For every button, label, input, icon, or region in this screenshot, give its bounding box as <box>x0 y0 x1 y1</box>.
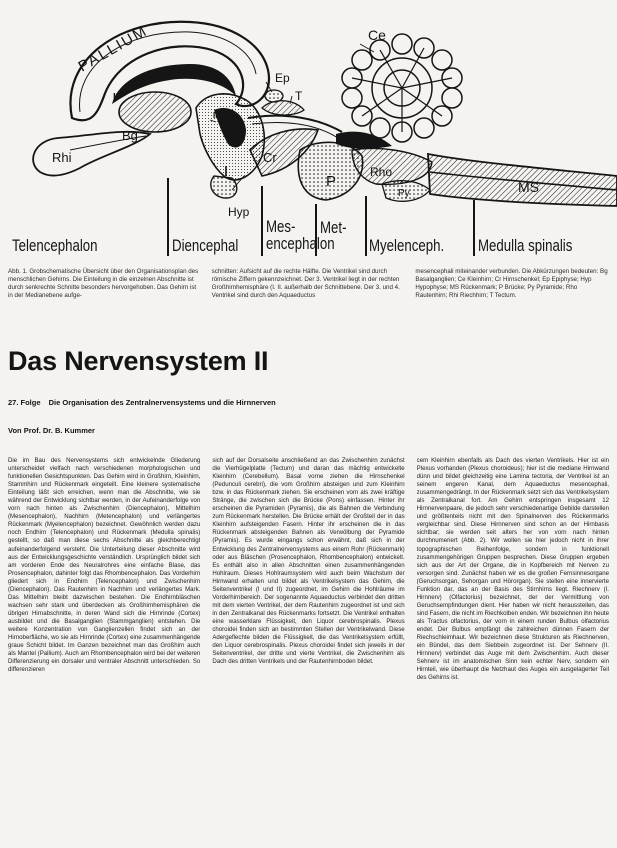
body-column-3 <box>417 457 609 843</box>
article-author: Von Prof. Dr. B. Kummer <box>8 426 95 435</box>
brain-diagram <box>0 0 617 262</box>
label-bg: Bg <box>122 128 138 143</box>
label-rhi: Rhi <box>52 150 72 165</box>
basal-ganglia <box>119 92 191 132</box>
label-rho: Rho <box>370 165 393 179</box>
label-py: Py <box>398 188 410 199</box>
caption-column-2: schnitten: Aufsicht auf die rechte Hälfte. Die Ventrikel sind durch römische Ziffern gekennzeichnet. Der 3. Ventrikel liegt in der rechten Großhirnhemisphäre (I. II. außerhalb der Schnittebene. Der 3. und 4. Ventrikel sind durch den Aquaeductus <box>211 268 400 299</box>
label-roman-two: II <box>113 92 119 103</box>
subtitle-text: Die Organisation des Zentralnervensystems und die Hirnnerven <box>48 398 276 407</box>
region-medulla-spinalis: Medulla spinalis <box>478 236 573 255</box>
label-roman-four: IV <box>362 140 371 150</box>
label-p: P <box>326 173 337 190</box>
label-ep: Ep <box>275 71 290 85</box>
label-ms: MS <box>518 179 539 195</box>
article-subtitle <box>8 398 276 407</box>
body-paragraph: cem Kleinhirn ebenfalls als Dach des vierten Ventrikels. Hier ist ein Plexus vorhanden (Plexus choroideus); hier ist die mediane Hirnwand dünn und bildet gleichzeitig eine Lamina tectoria, der Ventrikel ist an seinem engeren Kanal, dem Aquaeductus mesencephali, zusammengedrängt. In der Rückenmark setzt sich das Ventrikelsystem als Zentralkanal fort. Am Gehirn entspringen insgesamt 12 Hirnnervenpaare, die jedoch sehr verschiedenartige Gebilde darstellen und größtenteils nicht mit den Spinalnerven des Rückenmarks vergleichbar sind. Diese Hirnnerven sind schon an der Hirnbasis sichtbar; sie werden seit alters her von vorn nach hinten durchnumeriert (Abb. 2). Wir wollen sie hier jedoch nicht in ihrer topographischen Reihenfolge, sondern in funktionell zusammengehörigen Gruppen besprechen. Diese Gruppen ergeben sich aus der Art der Organe, die in Kopfbereich mit Nerven zu versorgen sind. Zunächst haben wir es die großen Fernsinnesorgane (Geruchsorgan, Sehorgan und Hörorgan). Sie stellen eine innervierte Funktion dar, das an der Basis des Stirnhirns liegt. Riechnerv (I. Hirnnerv) (Olfactorius) bezeichnet, der der Vermittlung von Geruchsempfindungen dient. Hier haben wir nicht herausstellen, das sind Fasern, die nicht im Riechkolben enden. Wir bezeichnen ihn heute als Tractus olfactorius, der vorn in einem runden Bulbus olfactorius endet. Der Bulbus empfängt die zahlreichen dünnen Fasern der Riechschleimhaut. Wir bezeichnen diese Strukturen als Riechnerven, ein Bündel, das dem Siebbein zugeordnet ist. Der Sehnerv (II. Hirnnerv) verbindet das Auge mit dem Zwischenhirn. Auch dieser Sehnerv ist im anatomischen Sinn kein echter Nerv, sondern ein Hirnteil, wie überhaupt die Netzhaut des Auges ein ausgelagerter Teil des Gehirns ist. <box>416 457 609 682</box>
region-metencephalon: Met- <box>320 218 347 237</box>
figure-caption <box>8 268 609 300</box>
body-column-2 <box>212 457 404 843</box>
region-mes-line1: Mes- <box>266 217 296 236</box>
hypophysis <box>211 176 237 198</box>
label-hyp: Hyp <box>228 205 250 219</box>
region-telencephalon: Telencephalon <box>12 236 98 255</box>
body-column-1 <box>8 457 200 843</box>
region-myelenceph: Myelenceph. <box>369 236 445 255</box>
body-paragraph: Die im Bau des Nervensystems sich entwickelnde Gliederung unterscheidet vielfach nach verschiedenen morphologischen und funktionellen Gesichtspunkten. Das Gehirn wird in Großhirn, Kleinhirn, Stammhirn und Rückenmark eingeteilt. Eine kleinere systematische Einteilung läßt sich erreichen, wenn man die Abschnitte, wie sie während der Entwicklung sichtbar werden, in der Aufeinanderfolge von vorn nach hinten als Zwischenhirn (Diencephalon), Mittelhirn (Mesencephalon), Nachhirn (Metencephalon) und verlängertes Rückenmark (Myelencephalon) bezeichnet. Gewöhnlich werden dazu noch Endhirn (Telencephalon) und Rückenmark (Medulla spinalis) gestellt, so daß man diese sechs Abschnitte als gleichberechtigt aufeinanderfolgend versteht. Die Unterteilung dieser Abschnitte wird aus der Entwicklungsgeschichte verständlich. Ursprünglich bildet sich am vorderen Ende des Neuralrohres eine einfache Blase, das Prosencephalon, dahinter folgt das Rhombencephalon. Das Vorderhirn gliedert sich in Endhirn (Telencephalon) und Zwischenhirn (Diencephalon). Das Rautenhirn in Nachhirn und verlängertes Mark. Das Mittelhirn bleibt dazwischen bestehen. Die Endhirnbläschen wachsen sehr stark und überdecken als Großhirnhemisphären die übrigen Hirnabschnitte, in deren Wand sich die Hirnrinde (Cortex) ausbildet und die Basalganglien (Stammganglien) entstehen. Die weitere Konzentration von Ganglienzellen findet sich an der Hirnoberfläche, wo sie als Hirnrinde (Cortex) eine zusammenhängende graue Schicht bildet. Im Ganzen bezeichnet man das Großhirn auch als Mantel (Pallium). Auch am Rhombencephalon wird bei der weiteren Differenzierung ein dorsaler und ventraler Abschnitt unterschieden. So differenzieren <box>8 457 201 674</box>
caption-column-1: Abb. 1. Grobschematische Übersicht über den Organisationsplan des menschlichen Gehirns. Die Einteilung in die einzelnen Abschnitte ist durch senkrechte Schnitte besonders hervorgehoben. Das Gehirn ist in der Medianebene aufge- <box>8 268 199 299</box>
label-cr: Cr <box>263 150 277 165</box>
article-title: Das Nervensystem II <box>8 346 269 376</box>
label-t: T <box>295 89 303 103</box>
series-number: 27. Folge <box>8 398 41 407</box>
region-diencephal: Diencephal <box>172 236 239 255</box>
caption-column-3: mesencephali miteinander verbunden. Die Abkürzungen bedeuten: Bg Basalganglien; Ce Kleinhirn; Cr Hirnschenkel; Ep Epiphyse; Hyp Hypophyse; MS Rückenmark; P Brücke; Py Pyramide; Rho Rautenhirn; Rhi Riechhirn; T Tectum. <box>415 268 608 299</box>
article-body <box>8 457 609 843</box>
label-ce: Ce <box>368 27 386 43</box>
region-mes-line2: encephalon <box>266 234 335 253</box>
label-pallium: PALLIUM <box>75 22 151 76</box>
body-paragraph: sich auf der Dorsalseite anschließend an das Zwischenhirn zunächst die Vierhügelplatte (Tectum) und daran das mächtig entwickelte Kleinhirn (Cerebellum). Basal vorne ziehen die Hirnschenkel (Pedunculi cerebri), die vom Großhirn absteigen und zum Kleinhirn bzw. in das Rückenmark ziehen. Sie erscheinen vorn als zwei kräftige Stränge, die zwischen sich die Brücke (Pons) einfassen. Hinter ihr erscheinen die Pyramiden (Pyramis), die als Bahnen die Verbindung zum Rückenmark herstellen. Die Brücke erhält der Großteil der in das Kleinhirn aufsteigenden Fasern. Hinter ihr erscheinen die in das Rückenmark absteigenden Bahnen als Verwölbung der Pyramide (Pyramis). Es wurde eingangs schon erwähnt, daß sich in der Entwicklung des Zentralnervensystems aus einem Rohr (Rückenmark) oder aus Bläschen (Prosencephalon, Rhombencephalon) entwickelt. Es enthält also in allen Abschnitten einen zusammenhängenden Hohlraum. Dieses Hohlraumsystem wird auch beim Wachstum der Hirnwand erhalten und bildet als Ventrikelsystem das Gehirn, die Seitenventrikel (I und II) zugeordnet, im Gehirn die Hohlräume im Vorderhirnbereich. Der sogenannte Aquaeductus verbindet den dritten mit dem vierten Ventrikel, der dem Rautenhirn zugeordnet ist und sich in den Zentralkanal des Rückenmarks fortsetzt. Die Ventrikel enthalten eine wasserklare Flüssigkeit, den Liquor cerebrospinalis. Plexus choroidei finden sich an bestimmten Stellen der Ventrikelwand. Diese Adergeflechte bilden die Flüssigkeit, die das Ventrikelsystem erfüllt, den Liquor cerebrospinalis. Plexus choroidei findet sich jeweils in der Seitenventrikel, der dritte und vierte Ventrikel, die Zwischenhirn als Dach des dritten Ventrikels und der Rautenhirnboden bildet. <box>212 457 405 666</box>
label-roman-three: III <box>213 111 220 120</box>
